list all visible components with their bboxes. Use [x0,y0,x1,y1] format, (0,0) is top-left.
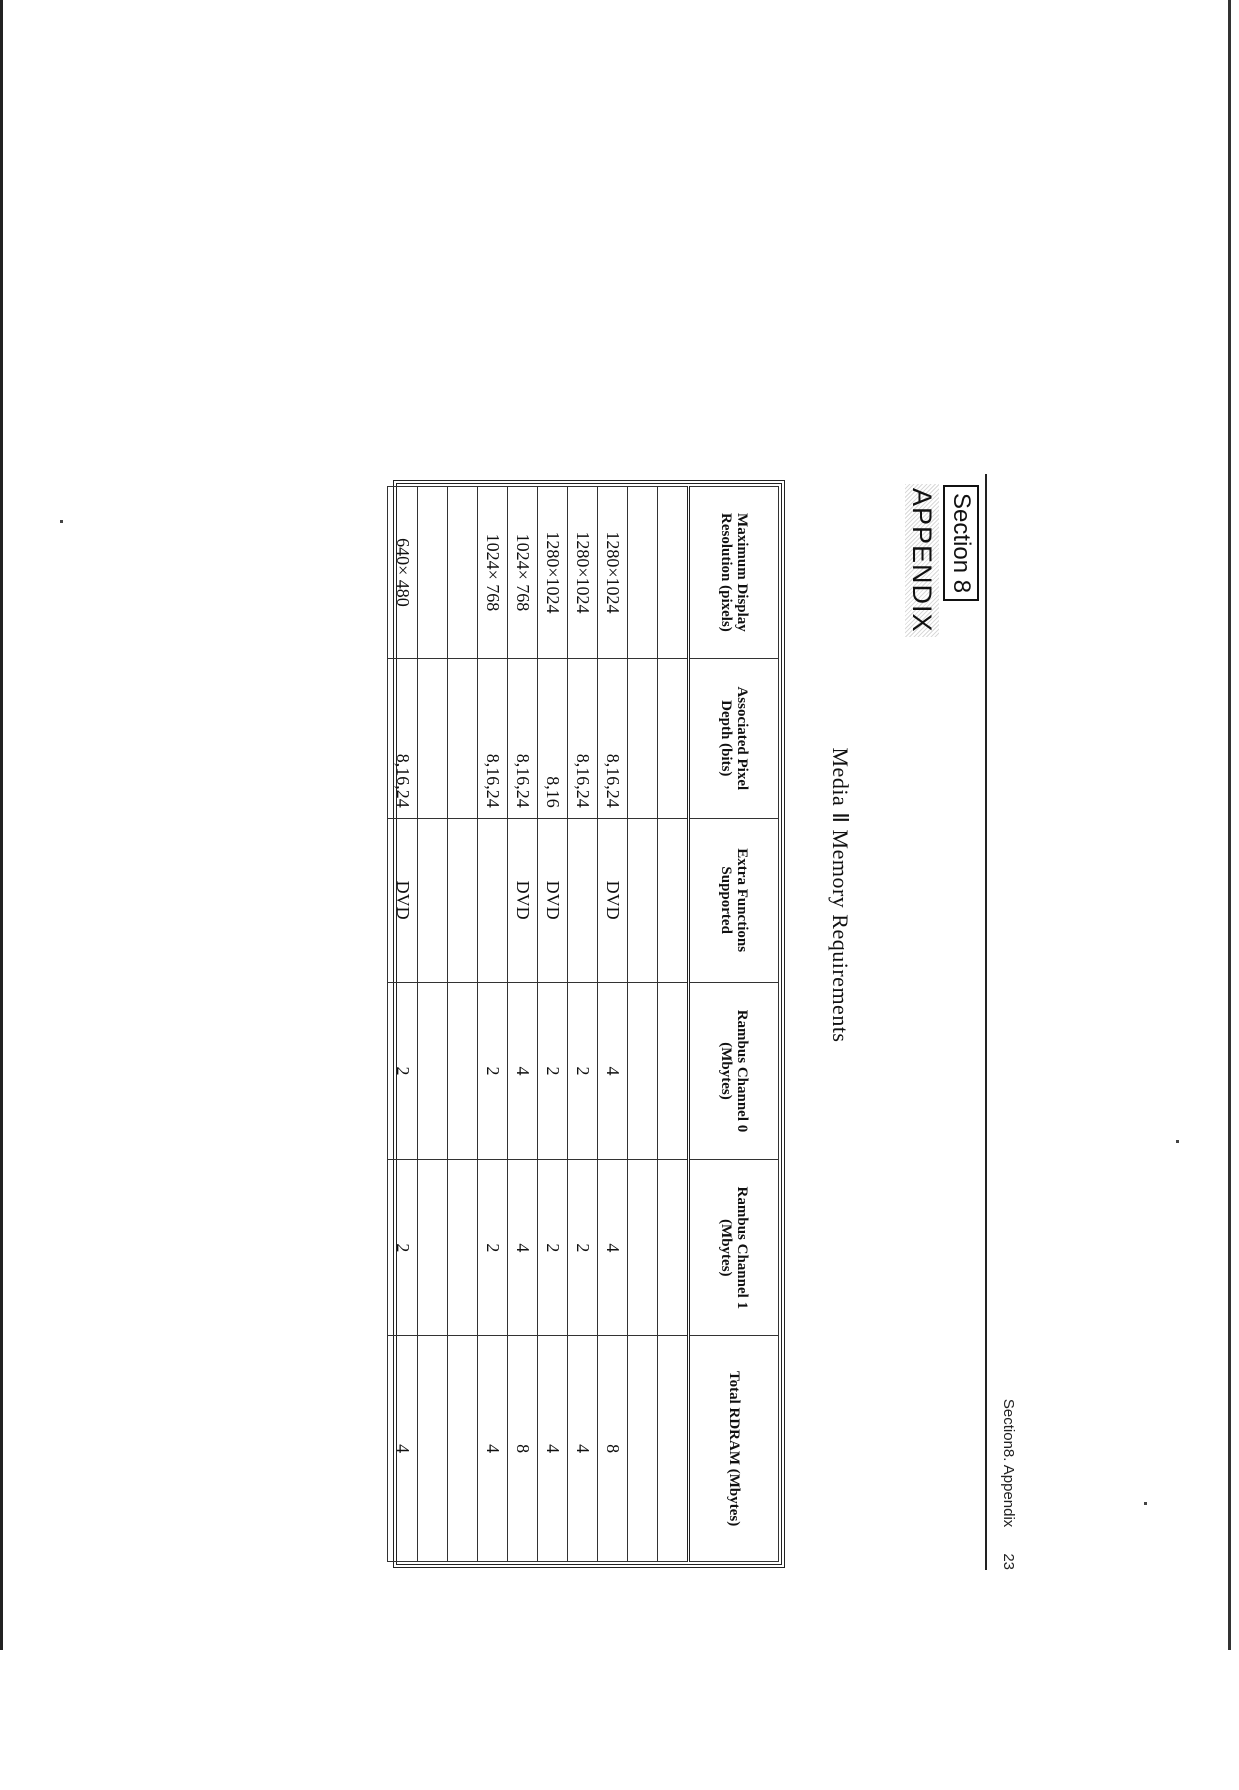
table-row [508,487,538,1562]
table-row [388,487,418,1562]
section-label: Section 8 [943,485,979,601]
table-cell-res: 1280×1024 [568,487,598,659]
table-cell-ch1: 2 [388,1160,418,1336]
table-row [448,487,478,1562]
table-body [388,487,689,1562]
running-header [1000,1250,1017,1570]
table-cell-depth [658,658,689,818]
column-header: Rambus Channel 0 (Mbytes) [689,982,779,1160]
column-header: Maximum Display Resolution (pixels) [689,487,779,659]
table-cell-res [628,487,658,659]
table-cell-ch0 [628,982,658,1160]
table-cell-extra: DVD [538,818,568,982]
table-row [658,487,689,1562]
column-header: Rambus Channel 1 (Mbytes) [689,1160,779,1336]
table-cell-ch0: 2 [568,982,598,1160]
table-cell-depth: 8,16,24 [508,658,538,818]
table-cell-depth: 8,16,24 [388,658,418,818]
table-row [418,487,448,1562]
table-cell-ch1 [448,1160,478,1336]
table-cell-res: 1024× 768 [508,487,538,659]
table-row [538,487,568,1562]
table-cell-total: 4 [478,1336,508,1562]
table-cell-depth: 8,16,24 [478,658,508,818]
table-cell-ch0: 4 [598,982,628,1160]
table-cell-ch1 [418,1160,448,1336]
table-cell-ch0: 2 [538,982,568,1160]
table-row [628,487,658,1562]
table-cell-extra [628,818,658,982]
table-row [568,487,598,1562]
table-cell-extra: DVD [508,818,538,982]
table-cell-res: 1024× 768 [478,487,508,659]
running-title: Section8. Appendix [1000,1398,1017,1528]
table-cell-total: 4 [538,1336,568,1562]
table-cell-total [628,1336,658,1562]
table-cell-res: 640× 480 [388,487,418,659]
table-cell-ch0: 4 [508,982,538,1160]
table-cell-total: 8 [508,1336,538,1562]
table-cell-total: 8 [598,1336,628,1562]
table-header-row [689,487,779,1562]
table-cell-ch1: 2 [568,1160,598,1336]
table-cell-res: 1280×1024 [538,487,568,659]
table-cell-depth [628,658,658,818]
scan-speck [60,520,63,523]
table-cell-res [658,487,689,659]
table-cell-res [418,487,448,659]
header-rule [985,474,987,1570]
scan-speck [1176,1140,1179,1143]
table-cell-total: 4 [388,1336,418,1562]
table-cell-depth: 8,16,24 [568,658,598,818]
table-cell-extra [568,818,598,982]
table-cell-extra [478,818,508,982]
column-header: Associated Pixel Depth (bits) [689,658,779,818]
column-header: Extra Functions Supported [689,818,779,982]
table-cell-total [658,1336,689,1562]
table-cell-depth: 8,16 [538,658,568,818]
table-cell-total: 4 [568,1336,598,1562]
table-cell-depth [448,658,478,818]
table-cell-ch1 [628,1160,658,1336]
table-cell-ch0 [418,982,448,1160]
table-cell-res: 1280×1024 [598,487,628,659]
memory-requirements-table [387,486,779,1562]
table-cell-total [418,1336,448,1562]
appendix-heading: APPENDIX [905,484,939,637]
table-cell-total [448,1336,478,1562]
table-cell-ch1: 2 [478,1160,508,1336]
table-title: Media Ⅱ Memory Requirements [828,747,853,1043]
table-cell-res [448,487,478,659]
table-cell-ch1 [658,1160,689,1336]
scan-speck [1144,1502,1147,1505]
table-cell-extra [658,818,689,982]
table-cell-ch0 [448,982,478,1160]
table-cell-ch1: 4 [598,1160,628,1336]
memory-table-frame [393,480,785,1568]
table-cell-ch1: 4 [508,1160,538,1336]
table-cell-extra: DVD [598,818,628,982]
page-number: 23 [1000,1553,1017,1570]
table-cell-ch0: 2 [388,982,418,1160]
column-header: Total RDRAM (Mbytes) [689,1336,779,1562]
table-cell-ch0 [658,982,689,1160]
table-cell-depth: 8,16,24 [598,658,628,818]
table-cell-extra: DVD [388,818,418,982]
table-cell-ch0: 2 [478,982,508,1160]
table-row [478,487,508,1562]
table-cell-depth [418,658,448,818]
table-cell-extra [418,818,448,982]
table-cell-extra [448,818,478,982]
table-row [598,487,628,1562]
table-cell-ch1: 2 [538,1160,568,1336]
